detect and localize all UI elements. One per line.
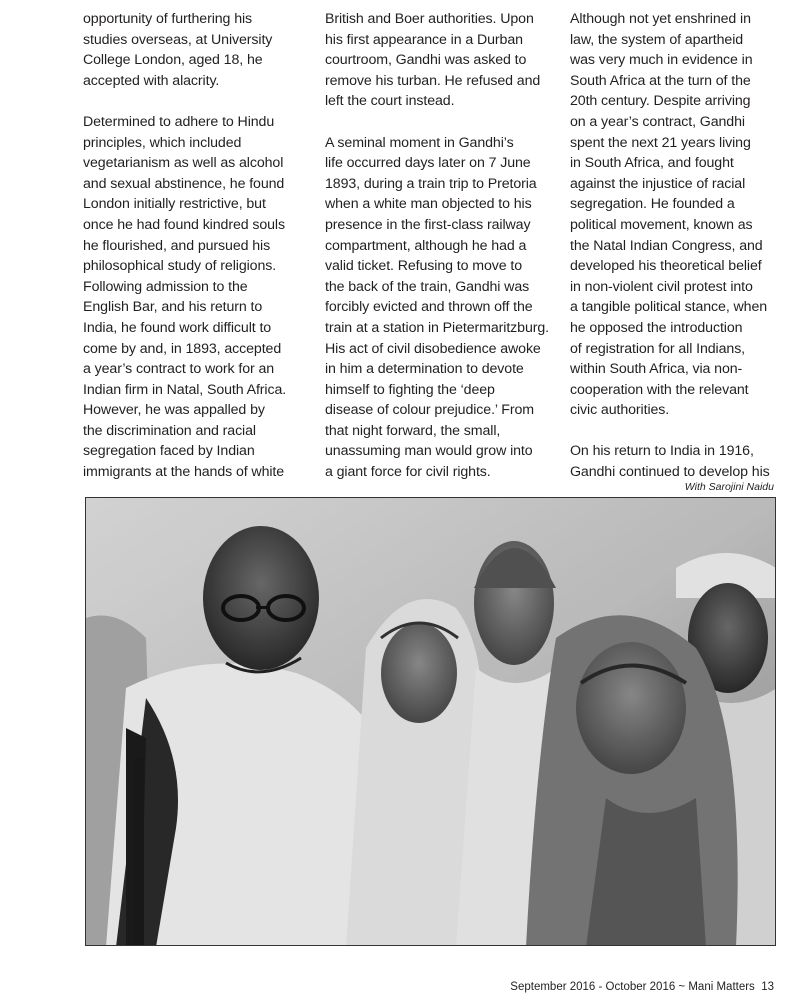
text-line: of registration for all Indians, xyxy=(570,340,746,357)
footer-separator: ~ xyxy=(675,981,689,993)
text-line: College London, aged 18, he xyxy=(83,52,263,69)
text-line: he opposed the introduction xyxy=(570,319,743,336)
paragraph xyxy=(570,9,800,421)
paragraph xyxy=(325,9,557,112)
text-line: his first appearance in a Durban xyxy=(325,31,523,48)
paragraph xyxy=(570,441,800,482)
text-line: left the court instead. xyxy=(325,93,455,110)
text-line: unassuming man would grow into xyxy=(325,443,533,460)
text-line: in him a determination to devote xyxy=(325,361,524,378)
text-line: himself to fighting the ‘deep xyxy=(325,381,495,398)
text-line: principles, which included xyxy=(83,134,242,151)
text-line: London initially restrictive, but xyxy=(83,196,266,213)
historical-photo xyxy=(85,497,776,946)
text-line: in South Africa, and fought xyxy=(570,155,734,172)
page-number: 13 xyxy=(761,981,774,993)
text-line: life occurred days later on 7 June xyxy=(325,155,531,172)
text-line: studies overseas, at University xyxy=(83,31,273,48)
text-line: disease of colour prejudice.’ From xyxy=(325,402,534,419)
text-line: forcibly evicted and thrown off the xyxy=(325,299,533,316)
text-line: A seminal moment in Gandhi’s xyxy=(325,134,514,151)
text-line: India, he found work difficult to xyxy=(83,319,272,336)
article-column-1 xyxy=(83,9,315,483)
text-line: compartment, although he had a xyxy=(325,237,527,254)
text-line: developed his theoretical belief xyxy=(570,258,762,275)
text-line: His act of civil disobedience awoke xyxy=(325,340,541,357)
text-line: Although not yet enshrined in xyxy=(570,11,751,27)
footer-magazine-name: Mani Matters xyxy=(688,981,755,993)
article-column-3 xyxy=(570,9,800,483)
text-line: British and Boer authorities. Upon xyxy=(325,11,534,27)
text-line: a tangible political stance, when xyxy=(570,299,768,316)
text-line: Following admission to the xyxy=(83,278,248,295)
paragraph xyxy=(83,112,315,483)
text-line: Gandhi continued to develop his xyxy=(570,464,770,481)
text-line: remove his turban. He refused and xyxy=(325,72,541,89)
text-line: Determined to adhere to Hindu xyxy=(83,113,275,130)
page-footer xyxy=(510,981,774,993)
text-line: 20th century. Despite arriving xyxy=(570,93,751,110)
text-line: the back of the train, Gandhi was xyxy=(325,278,530,295)
footer-issue-date: September 2016 - October 2016 xyxy=(510,981,676,993)
text-line: the Natal Indian Congress, and xyxy=(570,237,763,254)
text-line: when a white man objected to his xyxy=(325,196,532,213)
text-line: presence in the first-class railway xyxy=(325,216,531,233)
text-line: on a year’s contract, Gandhi xyxy=(570,113,745,130)
text-line: against the injustice of racial xyxy=(570,175,746,192)
text-line: cooperation with the relevant xyxy=(570,381,749,398)
text-line: political movement, known as xyxy=(570,216,753,233)
text-line: immigrants at the hands of white xyxy=(83,464,285,481)
paragraph xyxy=(325,133,557,483)
text-line: within South Africa, via non- xyxy=(570,361,743,378)
text-line: On his return to India in 1916, xyxy=(570,443,754,460)
paragraph xyxy=(83,9,315,91)
text-line: valid ticket. Refusing to move to xyxy=(325,258,522,275)
text-line: come by and, in 1893, accepted xyxy=(83,340,282,357)
text-line: accepted with alacrity. xyxy=(83,72,220,89)
text-line: However, he was appalled by xyxy=(83,402,265,419)
text-line: law, the system of apartheid xyxy=(570,31,744,48)
article-column-2 xyxy=(325,9,557,483)
text-line: train at a station in Pietermaritzburg. xyxy=(325,319,549,336)
text-line: he flourished, and pursued his xyxy=(83,237,271,254)
text-line: segregation. He founded a xyxy=(570,196,735,213)
text-line: a year’s contract to work for an xyxy=(83,361,275,378)
photo-caption: With Sarojini Naidu xyxy=(684,481,774,493)
text-line: spent the next 21 years living xyxy=(570,134,751,151)
text-line: was very much in evidence in xyxy=(570,52,753,69)
text-line: opportunity of furthering his xyxy=(83,11,253,27)
text-line: civic authorities. xyxy=(570,402,670,419)
text-line: and sexual abstinence, he found xyxy=(83,175,285,192)
text-line: vegetarianism as well as alcohol xyxy=(83,155,284,172)
text-line: 1893, during a train trip to Pretoria xyxy=(325,175,537,192)
text-line: a giant force for civil rights. xyxy=(325,464,491,481)
text-line: English Bar, and his return to xyxy=(83,299,263,316)
text-line: South Africa at the turn of the xyxy=(570,72,751,89)
text-line: courtroom, Gandhi was asked to xyxy=(325,52,527,69)
text-line: the discrimination and racial xyxy=(83,422,256,439)
text-line: segregation faced by Indian xyxy=(83,443,255,460)
text-line: philosophical study of religions. xyxy=(83,258,277,275)
text-line: Indian firm in Natal, South Africa. xyxy=(83,381,287,398)
text-line: that night forward, the small, xyxy=(325,422,501,439)
text-line: in non-violent civil protest into xyxy=(570,278,753,295)
text-line: once he had found kindred souls xyxy=(83,216,285,233)
